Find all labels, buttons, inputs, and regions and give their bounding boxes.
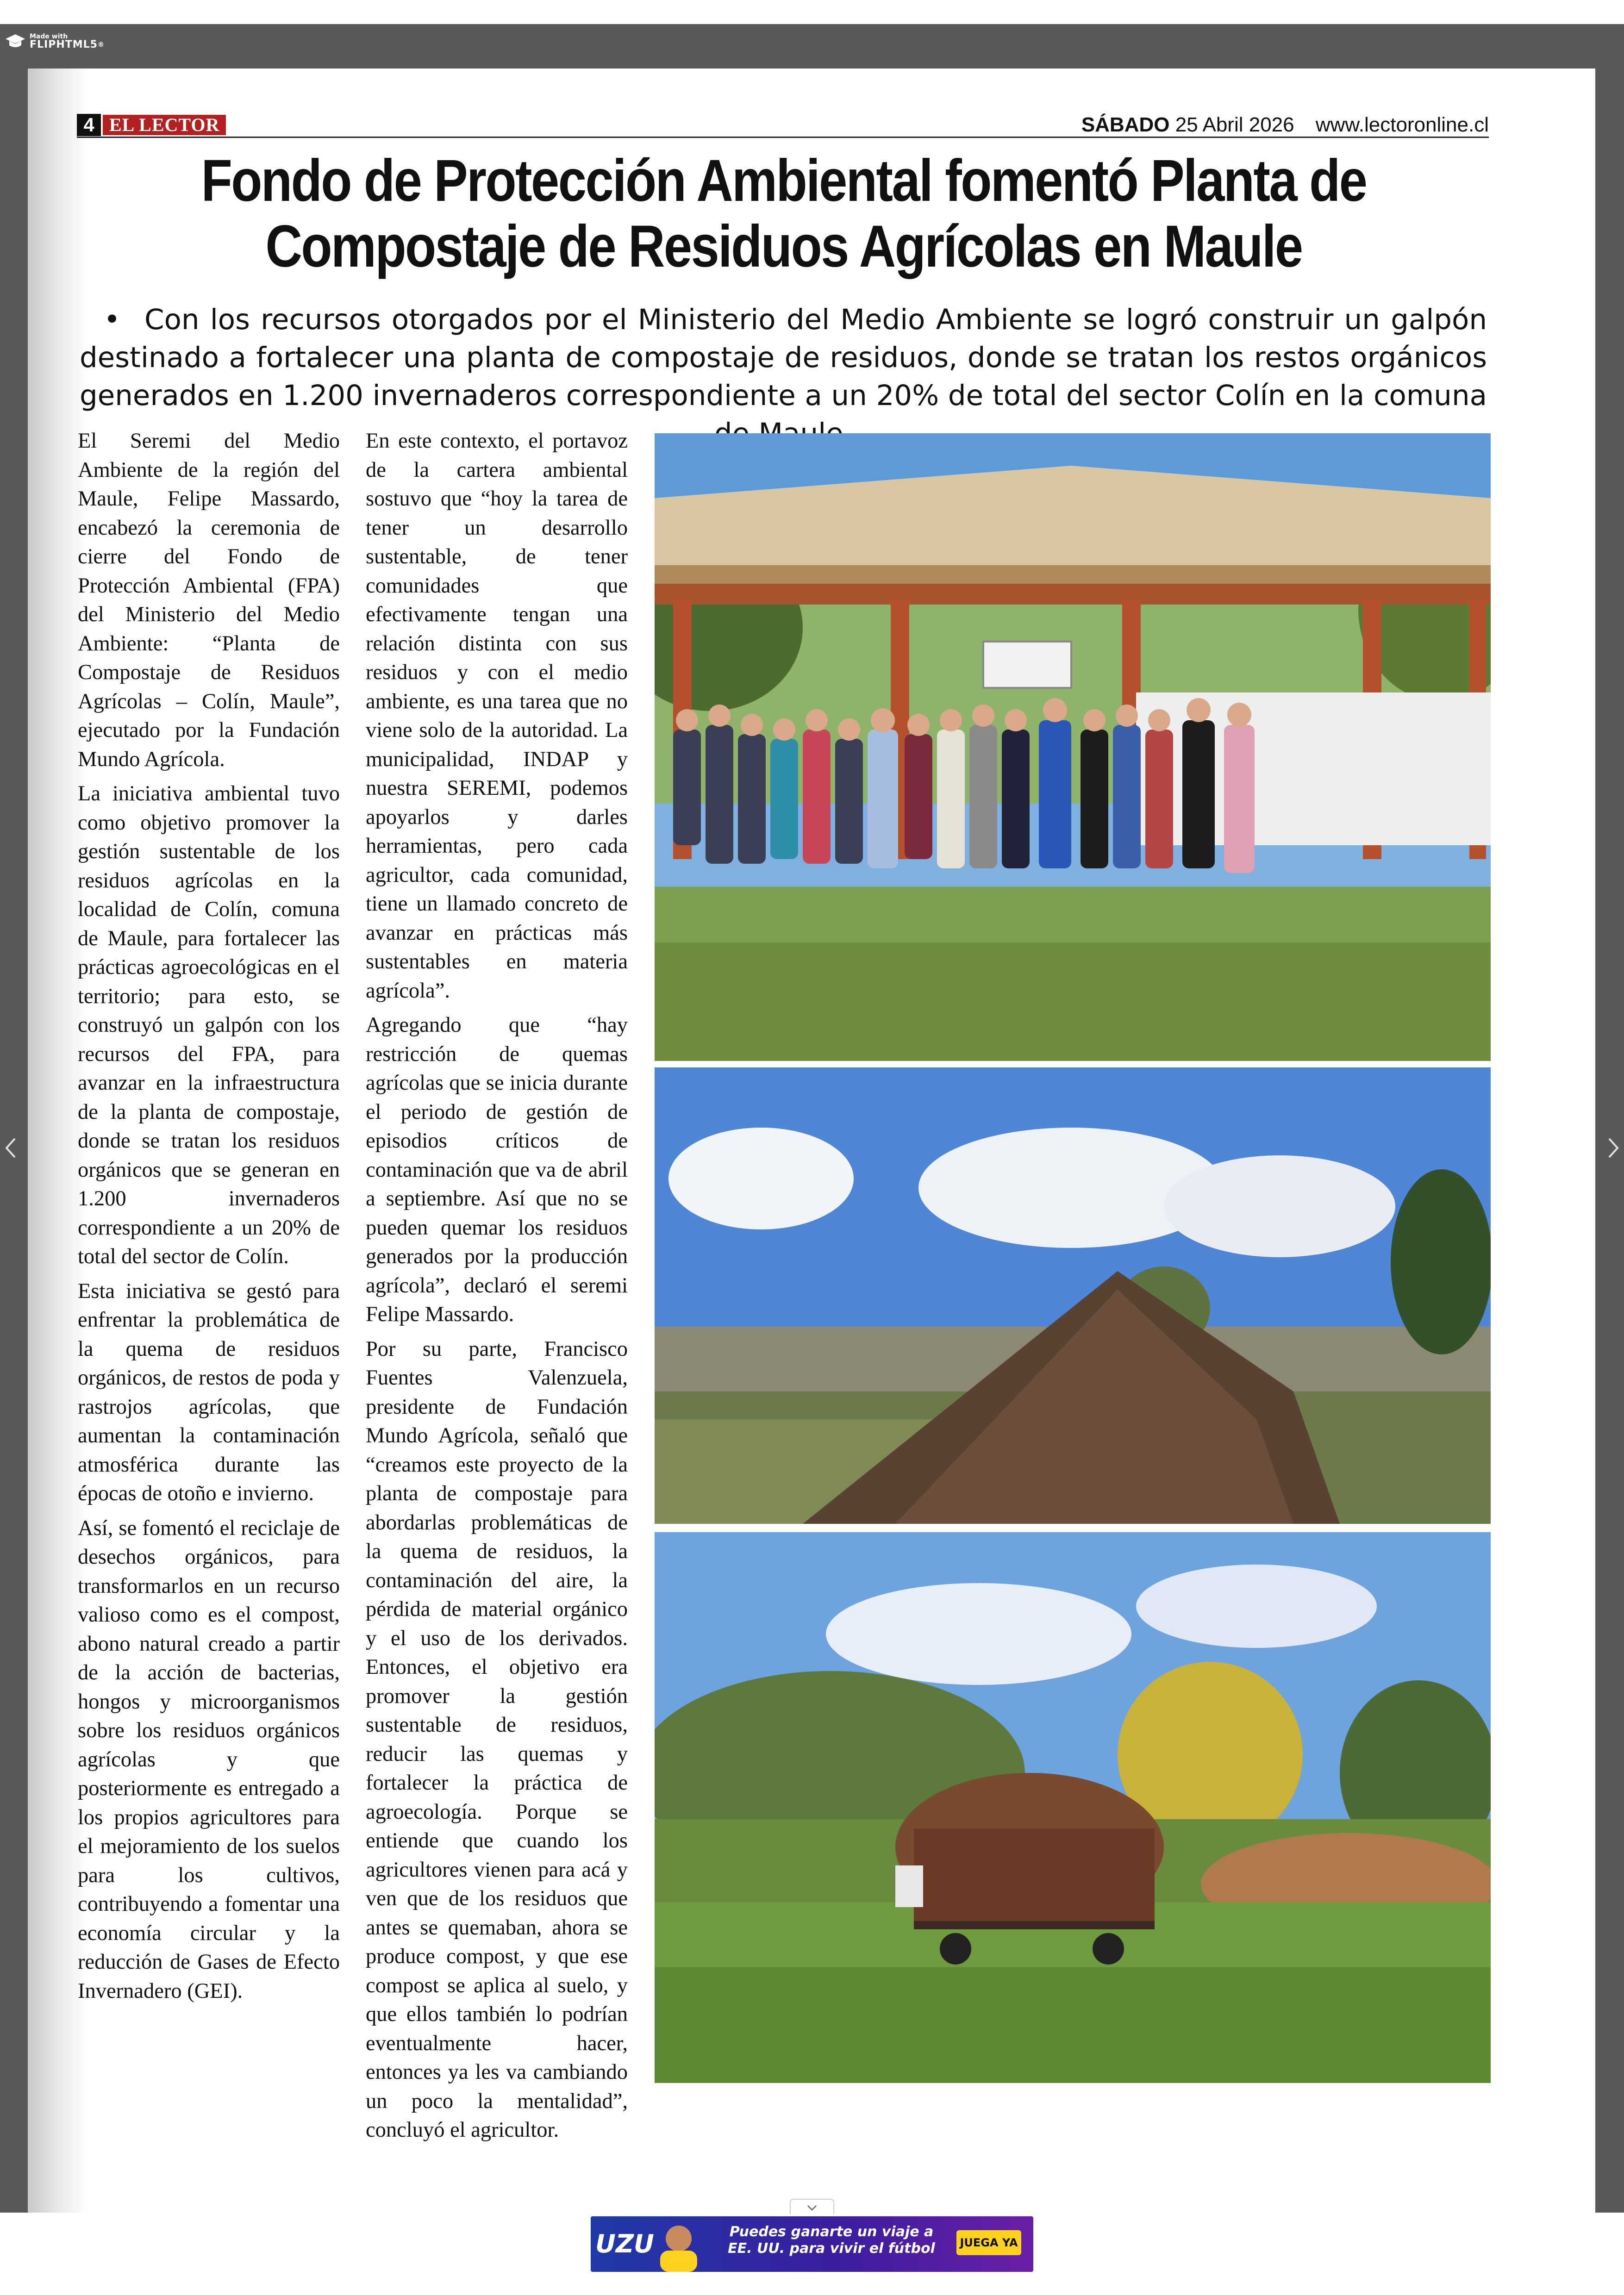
el-lector-logo: EL LECTOR [103,115,226,135]
viewer-top-bar [0,0,1624,24]
ad-headline-line-1: Puedes ganarte un viaje a [729,2224,934,2240]
masthead-date: 25 Abril 2026 [1175,113,1294,136]
brand-made-with: Made with [30,33,68,40]
collapse-ad-button[interactable] [790,2199,834,2214]
photo-compost-pile [655,1067,1491,1524]
chevron-right-icon [1604,1129,1622,1166]
masthead-day: SÁBADO [1081,113,1170,136]
summary-bullet: • [104,303,120,336]
headline-line-2: Compostaje de Residuos Agrícolas en Maule [265,213,1302,280]
headline-line-1: Fondo de Protección Ambiental fomentó Planta de [201,148,1367,214]
paragraph: Así, se fomentó el reciclaje de desechos orgánicos, para transformarlos en un recurso valioso como es el compost, abono natural creado a partir de la acción de bacterias, hongos y microorganismos sobre los residuos orgánicos agrícolas y que posteriormente es entregado a los propios agricultores para el mejoramiento de los suelos para los cultivos, contribuyendo a fomentar una economía circular y la reducción de Gases de Efecto Invernadero (GEI). [78,1516,340,2003]
ad-headline [716,2224,947,2257]
brand-name: FLIPHTML5 [30,39,98,50]
fliphtml5-brand[interactable] [5,32,105,51]
article-column-1 [78,427,340,2011]
masthead-website: www.lectoronline.cl [1315,113,1489,136]
article-column-2 [366,427,628,2151]
ad-headline-line-2: EE. UU. para vivir el fútbol [728,2240,935,2257]
paragraph: El Seremi del Medio Ambiente de la región del Maule, Felipe Massardo, encabezó la ceremonia de cierre del Fondo de Protección Ambiental (FPA) del Ministerio del Medio Ambiente: “Planta de Compostaje de Residuos Agrícolas – Colín, Maule”, ejecutado por la Fundación Mundo Agrícola. [78,429,340,771]
page-masthead [77,112,1489,138]
ad-banner[interactable] [591,2216,1033,2272]
mortarboard-icon [5,32,26,51]
masthead-dateline [1081,113,1489,137]
chevron-left-icon [2,1129,20,1166]
paragraph: Agregando que “hay restricción de quemas agrícolas que se inicia durante el periodo de gestión de episodios críticos de contaminación que va de abril a septiembre. Así que no se pueden quemar los residuos generados por la producción agrícola”, declaró el seremi Felipe Massardo. [366,1013,628,1326]
previous-page-button[interactable] [2,1129,20,1166]
page-number: 4 [77,114,101,136]
brand-registered: ® [98,41,105,49]
ad-play-now-button[interactable]: JUEGA YA [956,2230,1021,2255]
ad-logo: UZU [595,2229,654,2258]
ad-player-image [646,2220,711,2272]
paragraph: Esta iniciativa se gestó para enfrentar la problemática de la quema de residuos orgánicos, de restos de poda y rastrojos agrícolas, que aumentan la contaminación atmosférica durante las épocas de otoño e invierno. [78,1279,340,1505]
paragraph: En este contexto, el portavoz de la cartera ambiental sostuvo que “hoy la tarea de tener un desarrollo sustentable, de tener comunidades que efectivamente tengan una relación distinta con sus residuos y con el medio ambiente, es una tarea que no viene solo de la autoridad. La municipalidad, INDAP y nuestra SEREMI, podemos apoyarlos y darles herramientas, pero cada agricultor, cada comunidad, tiene un llamado concreto de avanzar en prácticas más sustentables en materia agrícola”. [366,429,628,1003]
paragraph: Por su parte, Francisco Fuentes Valenzuela, presidente de Fundación Mundo Agrícola, señaló que “creamos este proyecto de la planta de compostaje para abordarlas problemáticas de la quema de residuos, la contaminación del aire, la pérdida de material orgánico y el uso de los derivados. Entonces, el objetivo era promover la gestión sustentable de residuos, reducir las quemas y fortalecer la práctica de agroecología. Porque se entiende que cuando los agricultores vienen para acá y ven que de los residuos que antes se quemaban, ahora se produce compost, y que ese compost se aplica al suelo, y que ellos también lo podrían eventualmente hacer, entonces ya les va cambiando un poco la mentalidad”, concluyó el agricultor. [366,1337,628,2142]
chevron-down-icon [805,2203,819,2213]
photo-trailer-residues [655,1532,1491,2083]
summary-text: Con los recursos otorgados por el Ministerio del Medio Ambiente se logró construir un galpón destinado a fortalecer una planta de compostaje de residuos, donde se tratan los restos orgánicos generados en 1.200 invernaderos correspondiente a un 20% de total del sector Colín en la comuna [80,303,1487,412]
photo-group-at-shed [655,433,1491,1061]
paragraph: La iniciativa ambiental tuvo como objetivo promover la gestión sustentable de los residuos agrícolas en la localidad de Colín, comuna de Maule, para fortalecer las prácticas agroecológicas en el territorio; para esto, se construyó un galpón con los recursos del FPA, para avanzar en la infraestructura de la planta de compostaje, donde se tratan los residuos orgánicos que se generan en 1.200 invernaderos correspondiente a un 20% de total del sector de Colín. [78,782,340,1268]
next-page-button[interactable] [1604,1129,1622,1166]
